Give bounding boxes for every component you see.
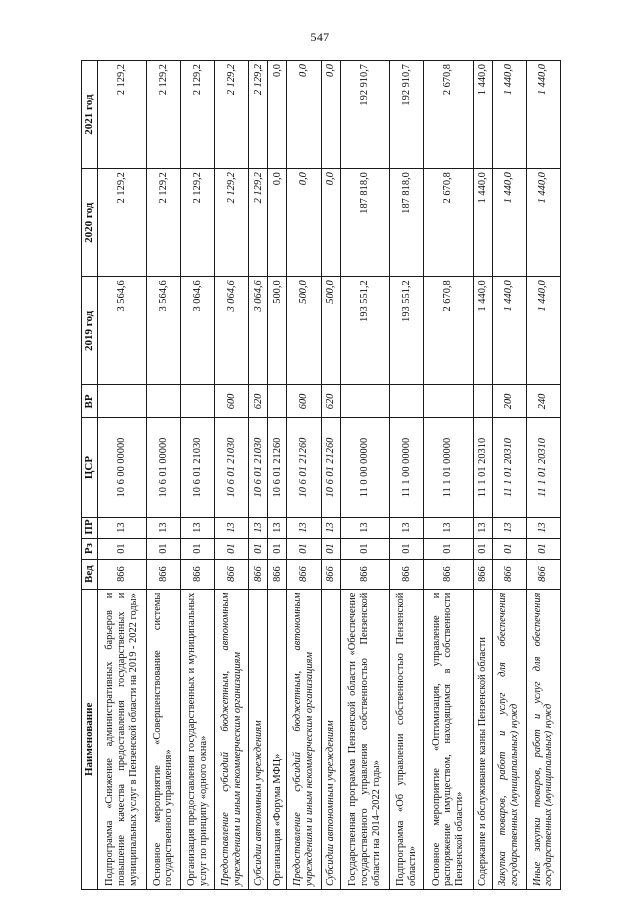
cell-name: Основное мероприятие «Оптимизация, управление и распоряжение имуществом, находящимся в собственности Пензенской области»	[424, 589, 473, 889]
table-row	[526, 61, 560, 890]
cell-y2019: 193 551,2	[390, 277, 424, 385]
cell-csr: 10 6 01 21030	[181, 418, 215, 517]
cell-name: Субсидии автономным учреждениям	[249, 589, 268, 889]
cell-pr: 13	[97, 517, 146, 538]
cell-y2020: 2 129,2	[181, 169, 215, 277]
cell-rz: 01	[287, 538, 321, 559]
table-header	[82, 61, 98, 890]
cell-ved: 866	[526, 559, 560, 589]
table-row	[340, 61, 389, 890]
cell-y2020: 1 440,0	[473, 169, 492, 277]
cell-ved: 866	[215, 559, 249, 589]
cell-rz: 01	[215, 538, 249, 559]
cell-y2019: 1 440,0	[473, 277, 492, 385]
cell-y2020: 2 129,2	[249, 169, 268, 277]
cell-pr: 13	[340, 517, 389, 538]
cell-ved: 866	[97, 559, 146, 589]
cell-csr: 10 6 01 00000	[146, 418, 180, 517]
cell-name: Предоставление субсидий бюджетным, автономным учреждениям и иным некоммерческим организациям	[287, 589, 321, 889]
cell-y2019: 1 440,0	[492, 277, 526, 385]
header-row	[82, 61, 98, 890]
cell-ved: 866	[473, 559, 492, 589]
cell-y2019: 1 440,0	[526, 277, 560, 385]
cell-pr: 13	[390, 517, 424, 538]
header-vr: ВР	[82, 385, 98, 418]
header-name: Наименование	[82, 589, 98, 889]
cell-y2021: 2 129,2	[181, 61, 215, 169]
cell-vr: 620	[321, 385, 340, 418]
cell-rz: 01	[249, 538, 268, 559]
cell-y2020: 1 440,0	[526, 169, 560, 277]
table-row	[181, 61, 215, 890]
cell-name: Подпрограмма «Об управлении собственностью Пензенской области»	[390, 589, 424, 889]
cell-rz: 01	[424, 538, 473, 559]
cell-y2020: 2 129,2	[97, 169, 146, 277]
cell-y2021: 2 670,8	[424, 61, 473, 169]
table-row	[424, 61, 473, 890]
cell-pr: 13	[526, 517, 560, 538]
cell-vr	[340, 385, 389, 418]
cell-y2021: 192 910,7	[390, 61, 424, 169]
cell-csr: 11 1 01 20310	[473, 418, 492, 517]
cell-rz: 01	[146, 538, 180, 559]
cell-vr	[146, 385, 180, 418]
cell-y2021: 0,0	[321, 61, 340, 169]
cell-name: Закупка товаров, работ и услуг для обеспечения государственных (муниципальных) нужд	[492, 589, 526, 889]
cell-y2021: 1 440,0	[492, 61, 526, 169]
cell-csr: 10 6 01 21260	[287, 418, 321, 517]
cell-csr: 10 6 01 21030	[249, 418, 268, 517]
header-2021: 2021 год	[82, 61, 98, 169]
cell-rz: 01	[321, 538, 340, 559]
cell-ved: 866	[181, 559, 215, 589]
cell-y2019: 193 551,2	[340, 277, 389, 385]
cell-csr: 10 6 00 00000	[97, 418, 146, 517]
cell-rz: 01	[181, 538, 215, 559]
cell-y2021: 192 910,7	[340, 61, 389, 169]
header-pr: ПР	[82, 517, 98, 538]
cell-rz: 01	[473, 538, 492, 559]
cell-vr	[268, 385, 287, 418]
table-row	[249, 61, 268, 890]
table-body	[97, 61, 560, 890]
table-row	[390, 61, 424, 890]
cell-rz: 01	[268, 538, 287, 559]
cell-csr: 11 1 00 00000	[390, 418, 424, 517]
cell-pr: 13	[146, 517, 180, 538]
cell-name: Содержание и обслуживание казны Пензенской области	[473, 589, 492, 889]
cell-pr: 13	[492, 517, 526, 538]
cell-csr: 11 1 01 20310	[492, 418, 526, 517]
cell-y2019: 2 670,8	[424, 277, 473, 385]
cell-name: Организация предоставления государственных и муниципальных услуг по принципу «одного окна»	[181, 589, 215, 889]
header-2020: 2020 год	[82, 169, 98, 277]
cell-ved: 866	[249, 559, 268, 589]
cell-name: Иные закупки товаров, работ и услуг для обеспечения государственных (муниципальных) нужд	[526, 589, 560, 889]
cell-rz: 01	[390, 538, 424, 559]
cell-name: Подпрограмма «Снижение административных барьеров и повышение качества предоставления государственных и муниципальных услуг в Пензенской области на 2019 - 2022 годы»	[97, 589, 146, 889]
cell-vr	[181, 385, 215, 418]
cell-ved: 866	[340, 559, 389, 589]
cell-y2019: 500,0	[287, 277, 321, 385]
cell-y2020: 2 129,2	[215, 169, 249, 277]
cell-y2020: 0,0	[268, 169, 287, 277]
cell-pr: 13	[424, 517, 473, 538]
cell-csr: 10 6 01 21260	[268, 418, 287, 517]
table-row	[215, 61, 249, 890]
cell-name: Субсидии автономным учреждениям	[321, 589, 340, 889]
cell-vr: 600	[215, 385, 249, 418]
cell-vr: 240	[526, 385, 560, 418]
cell-y2020: 2 129,2	[146, 169, 180, 277]
cell-y2020: 0,0	[321, 169, 340, 277]
cell-vr	[424, 385, 473, 418]
cell-y2021: 1 440,0	[526, 61, 560, 169]
cell-y2019: 500,0	[268, 277, 287, 385]
cell-pr: 13	[321, 517, 340, 538]
cell-vr: 600	[287, 385, 321, 418]
table-row	[97, 61, 146, 890]
cell-csr: 10 6 01 21260	[321, 418, 340, 517]
table-row	[287, 61, 321, 890]
header-2019: 2019 год	[82, 277, 98, 385]
cell-y2020: 187 818,0	[390, 169, 424, 277]
cell-pr: 13	[215, 517, 249, 538]
cell-csr: 11 0 00 00000	[340, 418, 389, 517]
header-rz: Рз	[82, 538, 98, 559]
table-row	[146, 61, 180, 890]
header-ved: Вед	[82, 559, 98, 589]
cell-ved: 866	[321, 559, 340, 589]
cell-vr: 200	[492, 385, 526, 418]
cell-vr	[97, 385, 146, 418]
page-number: 547	[310, 30, 330, 44]
cell-name: Основное мероприятие «Совершенствование системы государственного управления»	[146, 589, 180, 889]
cell-y2021: 2 129,2	[215, 61, 249, 169]
cell-y2021: 0,0	[287, 61, 321, 169]
cell-y2019: 3 564,6	[97, 277, 146, 385]
cell-ved: 866	[390, 559, 424, 589]
cell-y2021: 2 129,2	[146, 61, 180, 169]
cell-ved: 866	[492, 559, 526, 589]
cell-y2020: 1 440,0	[492, 169, 526, 277]
cell-csr: 11 1 01 20310	[526, 418, 560, 517]
cell-y2020: 2 670,8	[424, 169, 473, 277]
cell-pr: 13	[268, 517, 287, 538]
cell-rz: 01	[340, 538, 389, 559]
cell-ved: 866	[268, 559, 287, 589]
cell-y2020: 0,0	[287, 169, 321, 277]
cell-y2021: 0,0	[268, 61, 287, 169]
cell-ved: 866	[146, 559, 180, 589]
cell-ved: 866	[424, 559, 473, 589]
cell-y2019: 3 064,6	[215, 277, 249, 385]
budget-table	[81, 60, 561, 890]
cell-y2019: 3 064,6	[181, 277, 215, 385]
cell-y2019: 500,0	[321, 277, 340, 385]
cell-vr: 620	[249, 385, 268, 418]
cell-y2020: 187 818,0	[340, 169, 389, 277]
cell-name: Предоставление субсидий бюджетным, автономным учреждениям и иным некоммерческим организациям	[215, 589, 249, 889]
rotated-table-container	[81, 60, 561, 890]
cell-y2019: 3 564,6	[146, 277, 180, 385]
cell-pr: 13	[473, 517, 492, 538]
cell-name: Организация «Форума МФЦ»	[268, 589, 287, 889]
table-row	[321, 61, 340, 890]
table-row	[492, 61, 526, 890]
cell-rz: 01	[526, 538, 560, 559]
cell-y2019: 3 064,6	[249, 277, 268, 385]
cell-vr	[473, 385, 492, 418]
cell-csr: 10 6 01 21030	[215, 418, 249, 517]
cell-rz: 01	[97, 538, 146, 559]
cell-csr: 11 1 01 00000	[424, 418, 473, 517]
cell-rz: 01	[492, 538, 526, 559]
cell-pr: 13	[181, 517, 215, 538]
cell-name: Государственная программа Пензенской области «Обеспечение государственного управления собственностью Пензенской области на 2014–2022 годы»	[340, 589, 389, 889]
cell-pr: 13	[287, 517, 321, 538]
table-row	[473, 61, 492, 890]
cell-y2021: 2 129,2	[97, 61, 146, 169]
cell-y2021: 2 129,2	[249, 61, 268, 169]
cell-pr: 13	[249, 517, 268, 538]
cell-y2021: 1 440,0	[473, 61, 492, 169]
cell-vr	[390, 385, 424, 418]
table-row	[268, 61, 287, 890]
cell-ved: 866	[287, 559, 321, 589]
header-csr: ЦСР	[82, 418, 98, 517]
